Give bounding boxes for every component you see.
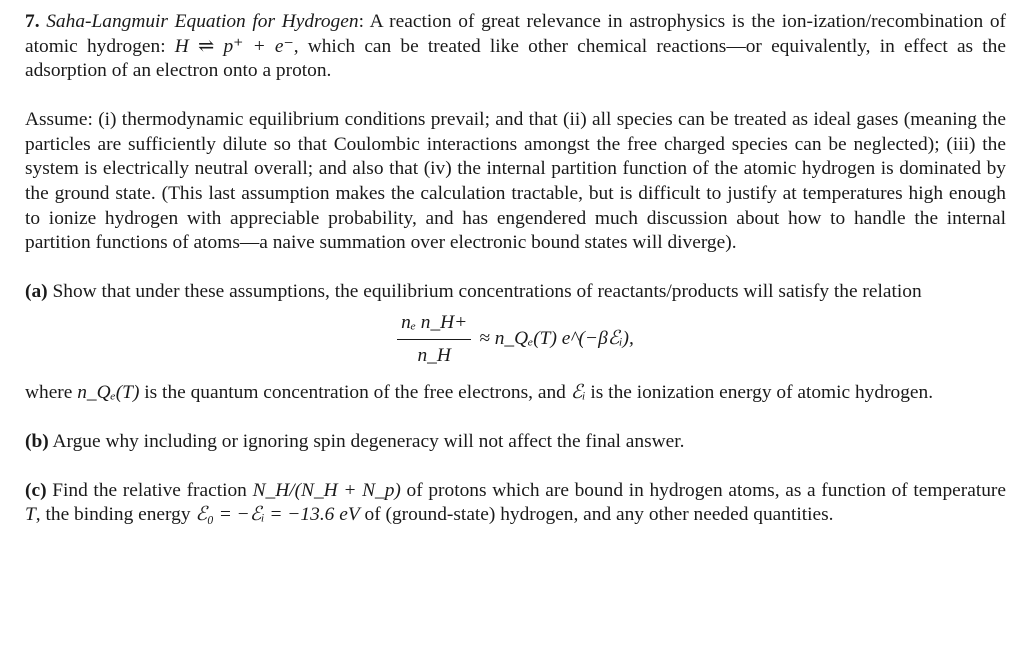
equation-rhs: ≈ n_Qₑ(T) e^(−βℰᵢ), — [479, 328, 634, 350]
reaction-equation: H ⇌ p⁺ + e⁻ — [174, 35, 294, 57]
saha-equation — [25, 308, 1006, 372]
intro-text-a: A reaction of great relevance in astrophysics is the ion-ization/recombination of atomic hydrogen: — [25, 11, 1006, 57]
part-b — [25, 430, 1006, 455]
part-a-after-2: is the quantum concentration of the free electrons, and — [144, 381, 566, 403]
part-b-label: (b) — [25, 430, 49, 452]
part-a-after-1: where — [25, 381, 73, 403]
problem-intro: 7. Saha-Langmuir Equation for Hydrogen: A reaction of great relevance in astrophysics is the ion-ization/recombination of atomic hydrogen: H ⇌ p⁺ + e⁻, which can be treated like other chemical reactions—or equivalently, in effect as the adsorption of an electron onto a proton. — [25, 11, 1006, 82]
part-c-text-4: of (ground-state) hydrogen, and any other needed quantities. — [364, 504, 834, 526]
part-a-text: Show that under these assumptions, the equilibrium concentrations of reactants/products will satisfy the relation — [52, 281, 922, 303]
temperature-symbol: T — [25, 504, 36, 526]
equation-numerator: nₑ n_H+ — [397, 311, 471, 340]
assumptions-paragraph: Assume: (i) thermodynamic equilibrium conditions prevail; and that (ii) all species can be treated as ideal gases (meaning the particles are sufficiently dilute so that Coulombic interactions amongst the free charged species can be neglected); (iii) the system is electrically neutral overall; and also that (iv) the internal partition function of the atomic hydrogen is dominated by the ground state. (This last assumption makes the calculation tractable, but is difficult to justify at temperatures high enough to ionize hydrogen with appreciable probability, and has engendered much discussion about how to handle the internal partition functions of atoms—a naive summation over electronic bound states will diverge). — [25, 109, 1006, 254]
fraction-expression: N_H/(N_H + N_p) — [252, 479, 401, 501]
part-a-label: (a) — [25, 281, 48, 303]
part-c-text-1: Find the relative fraction — [52, 479, 247, 501]
equation-denominator: n_H — [417, 344, 451, 366]
ionization-energy-symbol: ℰᵢ — [570, 381, 586, 403]
problem-number: 7. — [25, 11, 40, 32]
part-a — [25, 280, 1006, 405]
part-a-after-3: is the ionization energy of atomic hydrogen. — [590, 381, 934, 403]
part-c — [25, 479, 1006, 528]
part-b-text: Argue why including or ignoring spin degeneracy will not affect the final answer. — [52, 430, 685, 452]
quantum-concentration-symbol: n_Qₑ(T) — [77, 381, 140, 403]
part-c-text-3: , the binding energy — [35, 504, 191, 526]
intro-text-b: , which can be treated like other chemical reactions—or equivalently, in effect as the adsorption of an electron onto a proton. — [25, 35, 1006, 82]
equation-fraction — [397, 311, 471, 368]
binding-energy-expression: ℰ₀ = −ℰᵢ = −13.6 eV — [195, 504, 360, 526]
problem-title: Saha-Langmuir Equation for Hydrogen — [46, 11, 359, 32]
part-c-text-2: of protons which are bound in hydrogen atoms, as a function of temperature — [406, 479, 1006, 501]
part-c-label: (c) — [25, 479, 47, 501]
